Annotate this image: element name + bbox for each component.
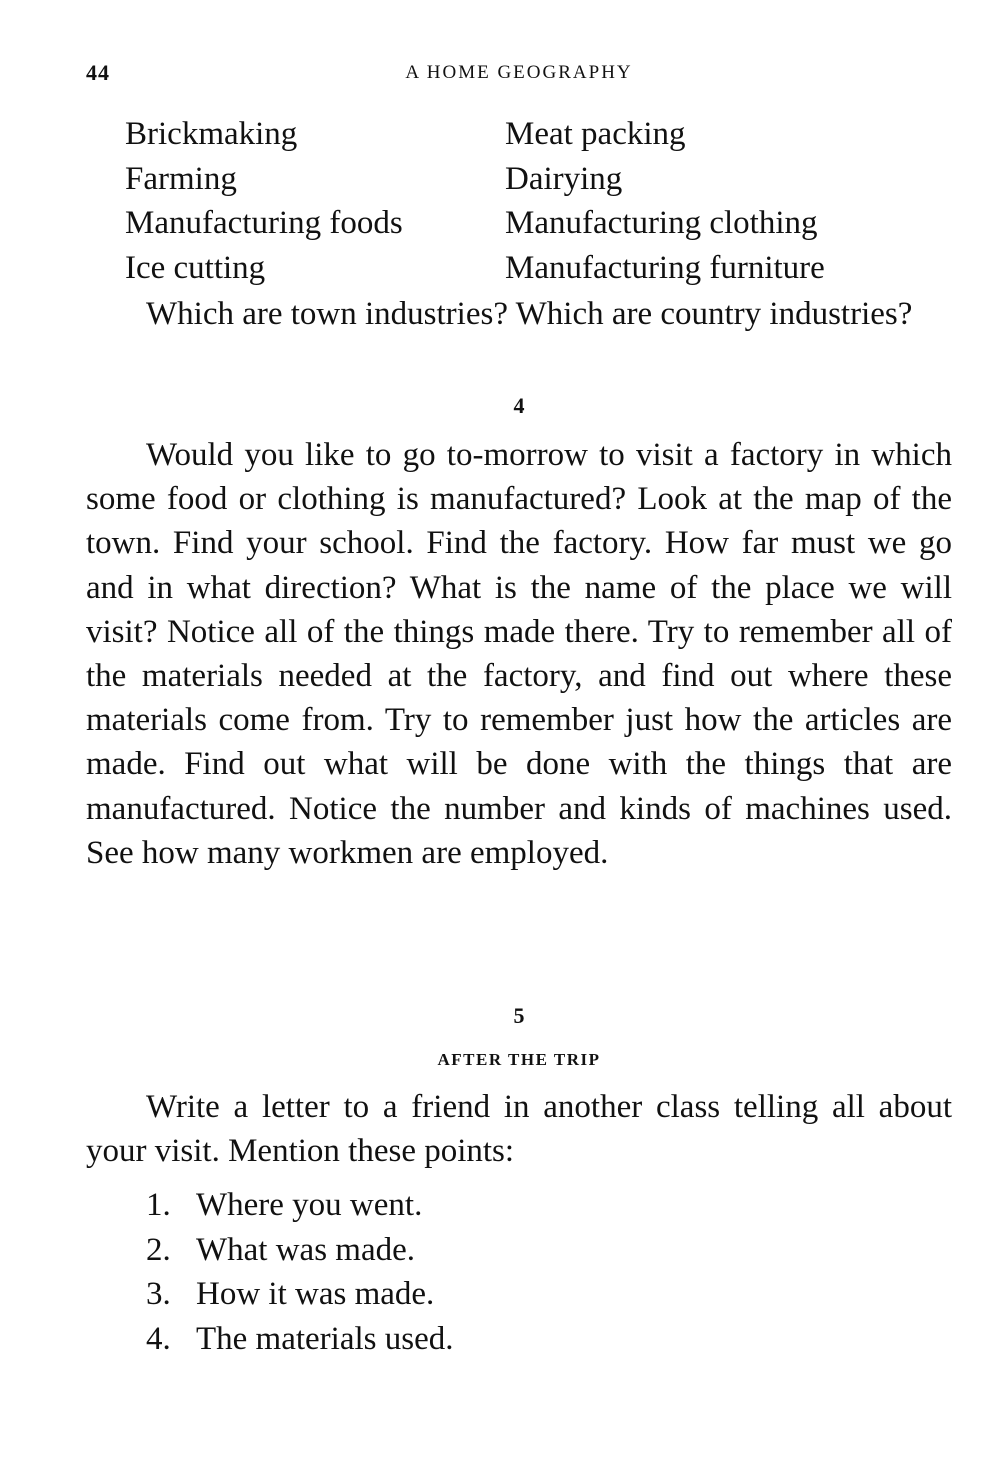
list-item-number: 4.: [146, 1320, 171, 1357]
industry-item: Farming: [125, 160, 237, 197]
list-item-number: 1.: [146, 1187, 171, 1223]
page-number: 44: [86, 60, 110, 85]
industries-row: [125, 157, 925, 202]
list-item: [146, 1317, 454, 1362]
points-list: [146, 1183, 454, 1361]
list-item: [146, 1272, 454, 1317]
industries-list: [125, 112, 925, 290]
industry-item: Manufacturing foods: [125, 205, 403, 241]
industries-row: [125, 246, 925, 291]
list-item-number: 3.: [146, 1276, 171, 1312]
list-item-text: What was made.: [196, 1231, 415, 1268]
list-item-text: How it was made.: [196, 1276, 435, 1312]
list-item: [146, 1183, 454, 1228]
industries-row: [125, 112, 925, 157]
running-title: A HOME GEOGRAPHY: [405, 62, 633, 83]
industry-item: Manufacturing furniture: [505, 249, 825, 286]
letter-paragraph: Write a letter to a friend in another class telling all about your visit. Mention these points:: [86, 1089, 952, 1170]
industries-question: Which are town industries? Which are country industries?: [146, 296, 913, 332]
list-item-text: The materials used.: [196, 1320, 454, 1357]
factory-visit-paragraph: Would you like to go to-morrow to visit a factory in which some food or clothing is manufactured? Look at the map of the town. Find your school. Find the factory. How far must we go and in what direction? What is the name of the place we will visit? Notice all of the things made there. Try to remember all of the materials needed at the factory, and find out where these materials come from. Try to remember just how the articles are made. Find out what will be done with the things that are manufactured. Notice the number and kinds of machines used. See how many workmen are employed.: [86, 437, 952, 871]
section-title: AFTER THE TRIP: [437, 1050, 601, 1069]
industry-item: Meat packing: [505, 116, 686, 152]
industry-item: Brickmaking: [125, 116, 298, 152]
industry-item: Ice cutting: [125, 249, 266, 286]
list-item-number: 2.: [146, 1231, 171, 1268]
section-number: 4: [513, 393, 525, 418]
industry-item: Dairying: [505, 160, 623, 197]
list-item: [146, 1228, 454, 1273]
industries-row: [125, 201, 925, 246]
industry-item: Manufacturing clothing: [505, 205, 818, 241]
page-header: [86, 60, 952, 90]
list-item-text: Where you went.: [196, 1187, 423, 1223]
section-number: 5: [513, 1003, 525, 1028]
